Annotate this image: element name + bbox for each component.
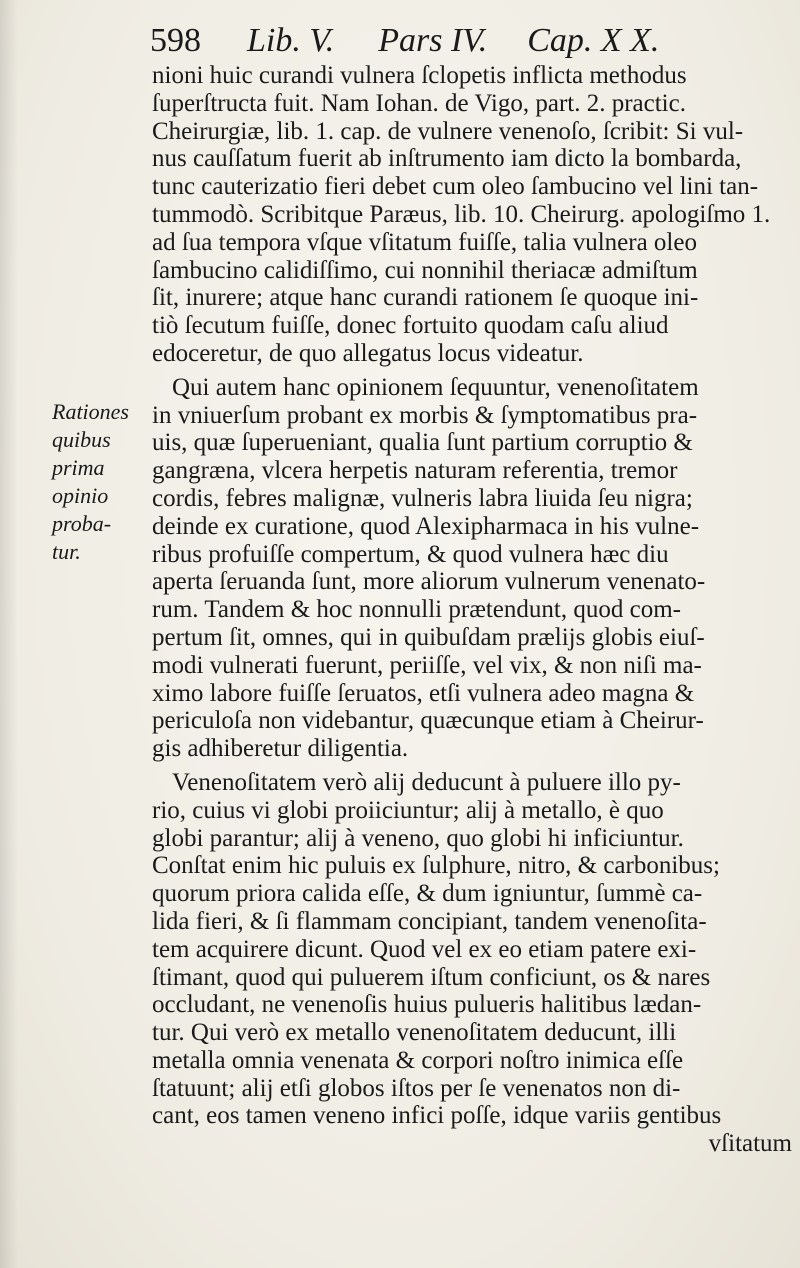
margin-note-line: prima <box>52 455 105 480</box>
text-line: gangræna, vlcera herpetis naturam referentia, tremor <box>152 457 678 485</box>
text-line: tur. Qui verò ex metallo venenoſitatem deducunt, illi <box>152 1019 677 1047</box>
text-line: ſtatuunt; alij etſi globos iſtos per ſe venenatos non di- <box>152 1074 681 1102</box>
text-line: in vniuerſum probant ex morbis & ſymptomatibus pra- <box>152 401 698 429</box>
text-line: quorum priora calida eſſe, & dum igniuntur, ſummè ca- <box>152 880 703 908</box>
margin-note-line: opinio <box>52 483 109 508</box>
text-line: Cheirurgiæ, lib. 1. cap. de vulnere venenoſo, ſcribit: Si vul- <box>152 117 744 145</box>
margin-note-line: tur. <box>52 539 81 564</box>
text-line: tunc cauterizatio fieri debet cum oleo ſambucino vel lini tan- <box>152 173 759 201</box>
text-line: ximo labore fuiſſe ſeruatos, etſi vulnera adeo magna & <box>152 679 695 707</box>
text-line: rio, cuius vi globi proiiciuntur; alij à metallo, è quo <box>152 796 664 824</box>
margin-note-line: proba- <box>52 511 112 536</box>
text-line: pertum ſit, omnes, qui in quibuſdam prælijs globis eiuſ- <box>152 623 705 651</box>
text-line: metalla omnia venenata & corpori noſtro inimica eſſe <box>152 1046 684 1074</box>
text-line: ribus profuiſſe compertum, & quod vulnera hæc diu <box>152 540 669 568</box>
body-text <box>152 62 792 1158</box>
text-line: ſambucino calidiſſimo, cui nonnihil theriacæ admiſtum <box>152 256 698 284</box>
text-line: globi parantur; alij à veneno, quo globi hi inficiuntur. <box>152 824 684 852</box>
text-line: tiò ſecutum fuiſſe, donec fortuito quodam caſu aliud <box>152 312 669 340</box>
running-header <box>150 18 790 64</box>
margin-note <box>52 398 148 566</box>
text-line: Venenoſitatem verò alij deducunt à puluere illo py- <box>172 768 681 796</box>
text-line: nus cauſſatum fuerit ab inſtrumento iam dicto la bombarda, <box>152 145 742 173</box>
text-line: Conſtat enim hic puluis ex ſulphure, nitro, & carbonibus; <box>152 852 720 880</box>
page-number: 598 <box>150 22 201 59</box>
text-line: edoceretur, de quo allegatus locus videatur. <box>152 339 584 367</box>
text-line: ſit, inurere; atque hanc curandi rationem ſe quoque ini- <box>152 284 699 312</box>
text-line: periculoſa non videbantur, quæcunque etiam à Cheirur- <box>152 707 704 735</box>
text-line: Qui autem hanc opinionem ſequuntur, venenoſitatem <box>172 373 699 401</box>
text-line: uis, quæ ſuperueniant, qualia ſunt partium corruptio & <box>152 429 693 457</box>
text-line: gis adhiberetur diligentia. <box>152 735 409 763</box>
text-line: deinde ex curatione, quod Alexipharmaca in his vulne- <box>152 512 700 540</box>
margin-note-line: quibus <box>52 427 111 452</box>
text-line: nioni huic curandi vulnera ſclopetis inflicta methodus <box>152 62 687 89</box>
text-line: cant, eos tamen veneno infici poſſe, idque variis gentibus <box>152 1102 722 1130</box>
page-edge-shadow <box>0 0 18 1268</box>
header-chapter: Cap. X X. <box>527 22 660 59</box>
text-line: lida fieri, & ſi flammam concipiant, tandem venenoſita- <box>152 907 707 935</box>
text-line: tem acquirere dicunt. Quod vel ex eo etiam patere exi- <box>152 935 697 963</box>
header-book: Lib. V. <box>247 22 335 59</box>
text-line: aperta ſeruanda ſunt, more aliorum vulnerum venenato- <box>152 568 706 596</box>
margin-note-line: Rationes <box>52 399 129 424</box>
text-line: occludant, ne venenoſis huius pulueris halitibus lædan- <box>152 991 702 1019</box>
text-line: modi vulnerati fuerunt, periiſſe, vel vix, & non niſi ma- <box>152 651 702 679</box>
text-line: rum. Tandem & hoc nonnulli prætendunt, quod com- <box>152 596 681 624</box>
text-line: ſuperſtructa fuit. Nam Iohan. de Vigo, part. 2. practic. <box>152 89 686 117</box>
text-line: ad ſua tempora vſque vſitatum fuiſſe, talia vulnera oleo <box>152 228 697 256</box>
text-line: ſtimant, quod qui puluerem iſtum conficiunt, os & nares <box>152 963 711 991</box>
text-line: cordis, febres malignæ, vulneris labra liuida ſeu nigra; <box>152 484 693 512</box>
header-part: Pars IV. <box>378 22 488 59</box>
text-line: tummodò. Scribitque Paræus, lib. 10. Cheirurg. apologiſmo 1. <box>152 200 771 228</box>
catchword: vſitatum <box>708 1130 792 1158</box>
